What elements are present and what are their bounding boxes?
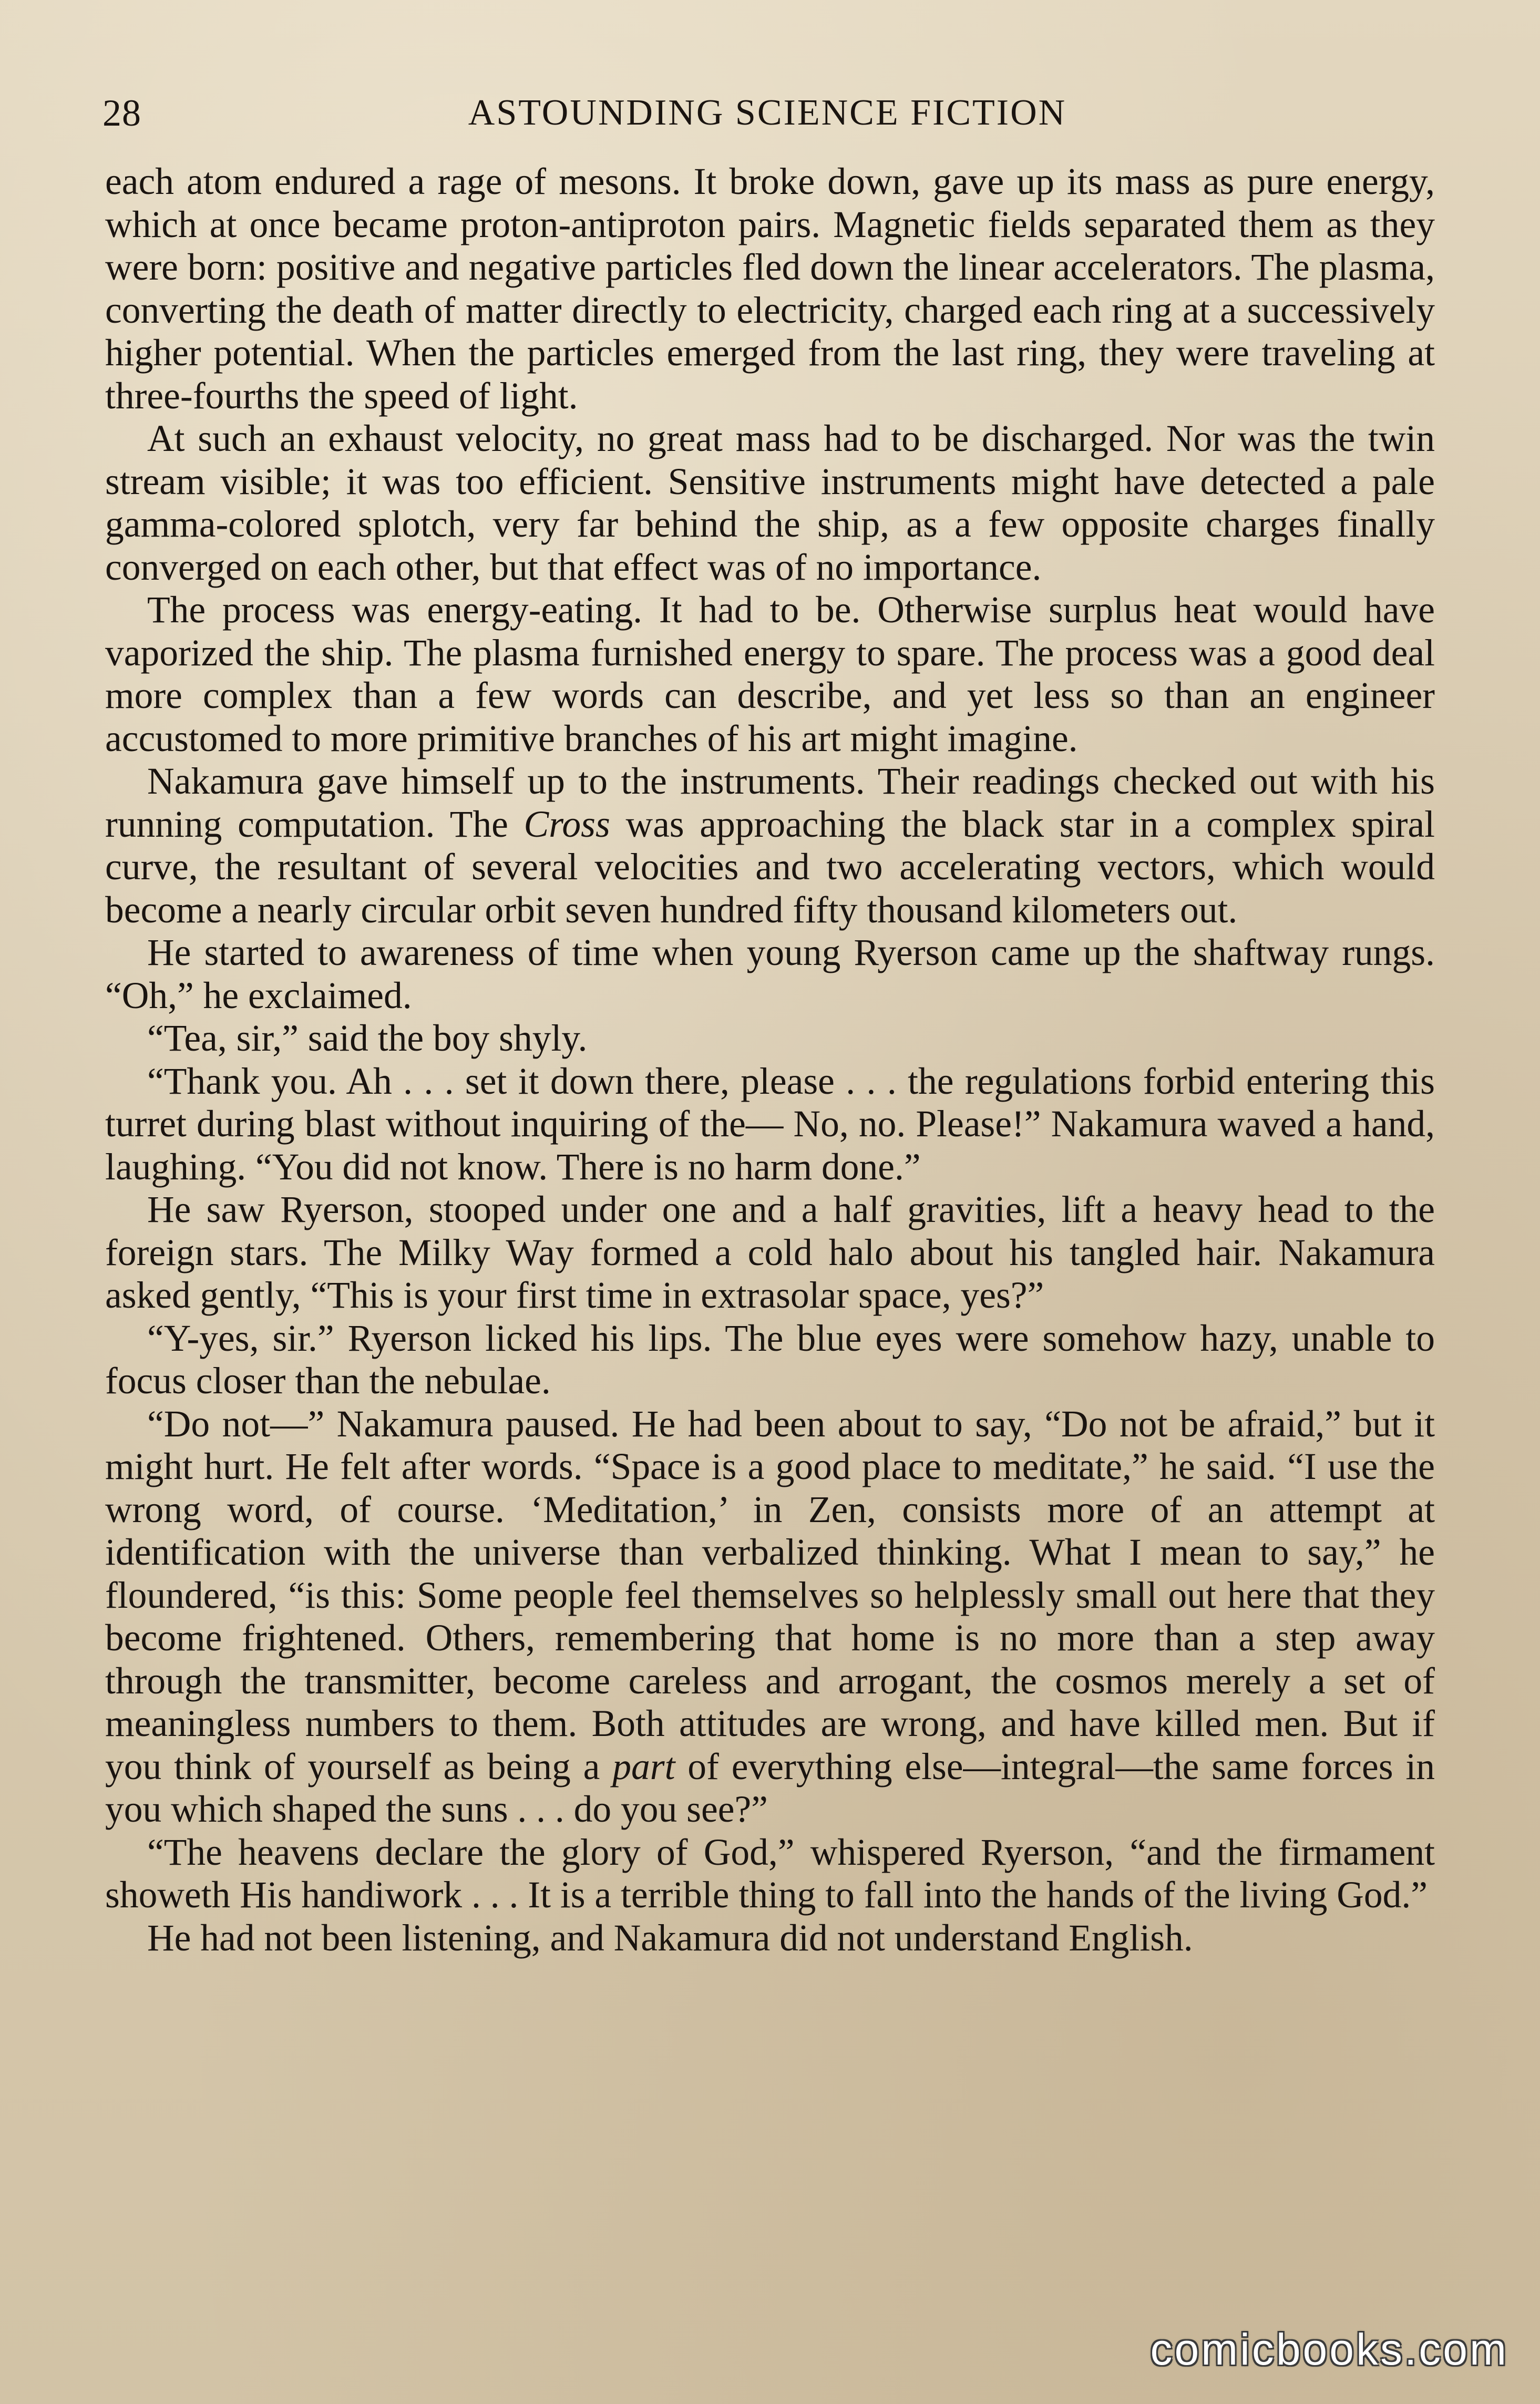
paragraph-6: “Tea, sir,” said the boy shyly. xyxy=(147,1018,588,1059)
paragraph-2: At such an exhaust velocity, no great mass had to be discharged. Nor was the twin stream visible; it was too efficient. Sensitive instruments might have detected a pale gamma-colored splotch, very far behind the ship, as a few opposite charges finally converged on each other, but that effect was of no importance. xyxy=(105,418,1435,588)
paragraph-1: each atom endured a rage of mesons. It broke down, gave up its mass as pure energy, which at once became proton-antiproton pairs. Magnetic fields separated them as they were born: positive and negative particles fled down the linear accelerators. The plasma, converting the death of matter directly to electricity, charged each ring at a successively higher potential. When the particles emerged from the last ring, they were traveling at three-fourths the speed of light. xyxy=(105,161,1435,417)
paragraph-10 xyxy=(105,1403,1435,1831)
paragraph-9: “Y-yes, sir.” Ryerson licked his lips. The blue eyes were somehow hazy, unable to focus closer than the nebulae. xyxy=(105,1317,1435,1402)
paragraph-11: “The heavens declare the glory of God,” whispered Ryerson, “and the firmament showeth His handiwork . . . It is a terrible thing to fall into the hands of the living God.” xyxy=(105,1831,1435,1916)
paragraph-3: The process was energy-eating. It had to be. Otherwise surplus heat would have vaporized the ship. The plasma furnished energy to spare. The process was a good deal more complex than a few words can describe, and yet less so than an engineer accustomed to more primitive branches of his art might imagine. xyxy=(105,589,1435,759)
paragraph-4-text-b: was approaching the black star in a complex spiral curve, the resultant of several velocities and two accelerating vectors, which would become a nearly circular orbit seven hundred fifty thousand kilometers out. xyxy=(105,803,1435,931)
ship-name-italic: Cross xyxy=(523,803,610,845)
paragraph-10-text-b: of everything else—integral—the same forces in you which shaped the suns . . . do you see?” xyxy=(105,1745,1435,1830)
site-watermark: comicbooks.com xyxy=(1150,2325,1508,2374)
emphasis-italic: part xyxy=(612,1745,675,1787)
page-number: 28 xyxy=(102,92,141,134)
paragraph-7: “Thank you. Ah . . . set it down there, please . . . the regulations forbid entering this turret during blast without inquiring of the— No, no. Please!” Nakamura waved a hand, laughing. “You did not know. There is no harm done.” xyxy=(105,1060,1435,1188)
paragraph-10-text-a: “Do not—” Nakamura paused. He had been about to say, “Do not be afraid,” but it might hurt. He felt after words. “Space is a good place to meditate,” he said. “I use the wrong word, of course. ‘Meditation,’ in Zen, consists more of an attempt at identification with the universe than verbalized thinking. What I mean to say,” he floundered, “is this: Some people feel themselves so helplessly small out here that they become frightened. Others, remembering that home is no more than a step away through the transmitter, become careless and arrogant, the cosmos merely a set of meaningless numbers to them. Both attitudes are wrong, and have killed men. But if you think of yourself as being a xyxy=(105,1403,1435,1787)
body-text xyxy=(105,160,1435,1959)
running-title: ASTOUNDING SCIENCE FICTION xyxy=(468,93,1067,133)
paragraph-4-text-a: Nakamura gave himself up to the instruments. Their readings checked out with his running computation. The xyxy=(105,761,1435,845)
paragraph-8: He saw Ryerson, stooped under one and a half gravities, lift a heavy head to the foreign stars. The Milky Way formed a cold halo about his tangled hair. Nakamura asked gently, “This is your first time in extrasolar space, yes?” xyxy=(105,1189,1435,1316)
paragraph-4 xyxy=(105,760,1435,931)
paragraph-5: He started to awareness of time when young Ryerson came up the shaftway rungs. “Oh,” he exclaimed. xyxy=(105,932,1435,1016)
running-head xyxy=(102,84,1432,142)
paragraph-12: He had not been listening, and Nakamura did not understand English. xyxy=(147,1917,1193,1959)
